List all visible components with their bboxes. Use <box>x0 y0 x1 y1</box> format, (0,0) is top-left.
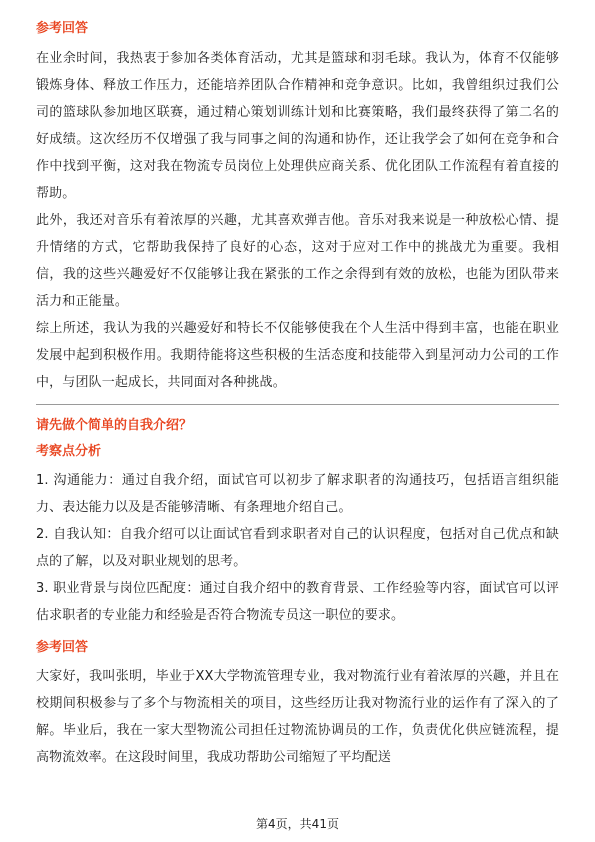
answer-paragraph-self-intro: 大家好，我叫张明，毕业于XX大学物流管理专业，我对物流行业有着浓厚的兴趣，并且在校期间积极参与了多个与物流相关的项目，这些经历让我对物流行业的运作有了深入的了解。毕业后，我在一家大型物流公司担任过物流协调员的工作，负责优化供应链流程，提高物流效率。在这段时间里，我成功帮助公司缩短了平均配送 <box>36 669 559 765</box>
analysis-item-job-match: 3. 职业背景与岗位匹配度：通过自我介绍中的教育背景、工作经验等内容，面试官可以评估求职者的专业能力和经验是否符合物流专员这一职位的要求。 <box>36 581 559 623</box>
analysis-item-communication: 1. 沟通能力：通过自我介绍，面试官可以初步了解求职者的沟通技巧，包括语言组织能力、表达能力以及是否能够清晰、有条理地介绍自己。 <box>36 473 559 515</box>
question-heading: 请先做个简单的自我介绍？ <box>36 418 193 433</box>
answer-paragraph-summary: 综上所述，我认为我的兴趣爱好和特长不仅能够使我在个人生活中得到丰富，也能在职业发展中起到积极作用。我期待能将这些积极的生活态度和技能带入到星河动力公司的工作中，与团队一起成长，共同面对各种挑战。 <box>36 321 559 390</box>
answer-paragraph-hobbies-sports: 在业余时间，我热衷于参加各类体育活动，尤其是篮球和羽毛球。我认为，体育不仅能够锻炼身体、释放工作压力，还能培养团队合作精神和竞争意识。比如，我曾组织过我们公司的篮球队参加地区联赛，通过精心策划训练计划和比赛策略，我们最终获得了第二名的好成绩。这次经历不仅增强了我与同事之间的沟通和协作，还让我学会了如何在竞争和合作中找到平衡，这对我在物流专员岗位上处理供应商关系、优化团队工作流程有着直接的帮助。 <box>36 51 559 201</box>
document-page <box>36 20 559 771</box>
page-number: 第4页，共41页 <box>256 817 339 831</box>
section-divider <box>36 404 559 405</box>
answer-paragraph-hobbies-music: 此外，我还对音乐有着浓厚的兴趣，尤其喜欢弹吉他。音乐对我来说是一种放松心情、提升情绪的方式，它帮助我保持了良好的心态，这对于应对工作中的挑战尤为重要。我相信，我的这些兴趣爱好不仅能够让我在紧张的工作之余得到有效的放松，也能为团队带来活力和正能量。 <box>36 213 559 309</box>
analysis-heading: 考察点分析 <box>36 444 102 459</box>
analysis-item-self-awareness: 2. 自我认知：自我介绍可以让面试官看到求职者对自己的认识程度，包括对自己优点和缺点的了解，以及对职业规划的思考。 <box>36 527 559 569</box>
answer-heading: 参考回答 <box>36 21 89 36</box>
answer-heading-2: 参考回答 <box>36 640 89 655</box>
